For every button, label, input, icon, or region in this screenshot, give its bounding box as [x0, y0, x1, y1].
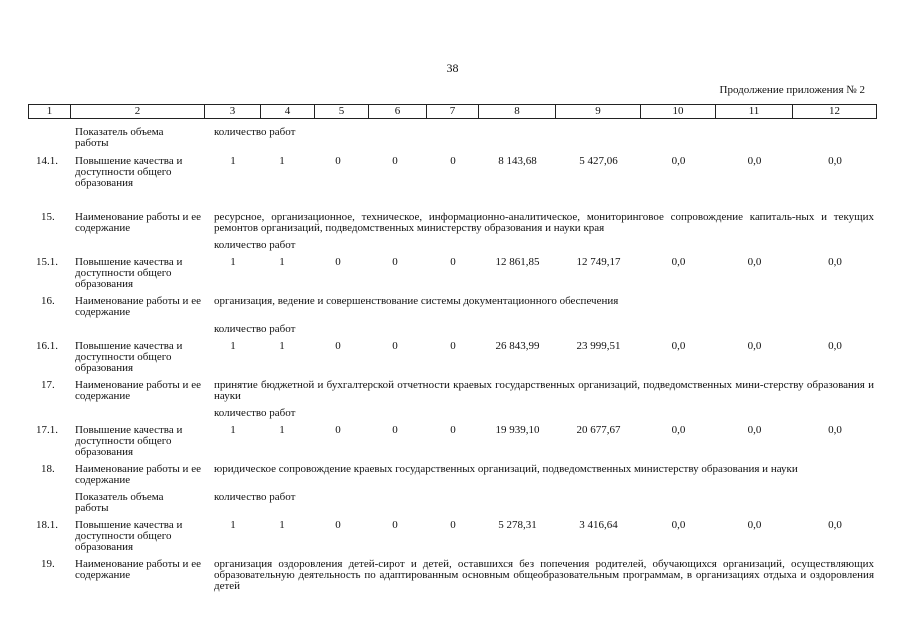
- unit-label: количество работ: [214, 126, 296, 138]
- work-description: организация оздоровления детей-сирот и детей, оставшихся без попечения родителей, обучающихся организаций, осуществляющих образовательную деятельность по адаптированным основным общеобразовательным программам, в организациях отдыха и оздоровления детей: [214, 558, 874, 592]
- indicator-label: Показатель объема работы: [75, 126, 164, 149]
- value-cell: 1: [230, 155, 236, 167]
- value-cell: 0: [450, 340, 456, 352]
- value-cell: 0: [335, 155, 341, 167]
- row-name: Повышение качества и доступности общего образования: [75, 424, 183, 458]
- work-description: принятие бюджетной и бухгалтерской отчетности краевых государственных организаций, подведомственных мини-стерству образования и науки: [214, 379, 874, 402]
- value-cell: 0: [335, 519, 341, 531]
- row-number: 14.1.: [36, 155, 58, 167]
- value-cell: 0: [335, 256, 341, 268]
- row-name: Наименование работы и ее содержание: [75, 295, 201, 318]
- value-cell: 0,0: [828, 340, 842, 352]
- header-col-7: 7: [427, 104, 479, 119]
- value-cell: 0: [392, 424, 398, 436]
- value-cell: 5 427,06: [579, 155, 618, 167]
- value-cell: 1: [279, 340, 285, 352]
- value-cell: 0,0: [747, 256, 762, 268]
- row-number: 18.: [41, 463, 55, 475]
- value-cell: 1: [230, 340, 236, 352]
- row-number: 17.: [41, 379, 55, 391]
- value-cell: 12 749,17: [576, 256, 621, 268]
- row-number: 19.: [41, 558, 55, 570]
- value-cell: 1: [230, 256, 236, 268]
- work-description: ресурсное, организационное, техническое, информационно-аналитическое, мониторинговое сопровождение капиталь-ных и текущих ремонтов организаций, подведомственных министерству образования и науки края: [214, 211, 874, 234]
- value-cell: 0,0: [671, 256, 686, 268]
- value-cell: 0,0: [747, 519, 762, 531]
- row-name: Наименование работы и ее содержание: [75, 379, 201, 402]
- header-col-12: 12: [793, 104, 877, 119]
- value-cell: 3 416,64: [579, 519, 618, 531]
- value-cell: 0,0: [671, 424, 686, 436]
- header-col-4: 4: [261, 104, 315, 119]
- row-name: Повышение качества и доступности общего образования: [75, 340, 183, 374]
- value-cell: 0,0: [828, 256, 842, 268]
- value-cell: 0: [450, 424, 456, 436]
- unit-label: количество работ: [214, 323, 296, 335]
- value-cell: 0,0: [671, 519, 686, 531]
- value-cell: 23 999,51: [576, 340, 621, 352]
- continuation-note: Продолжение приложения № 2: [719, 84, 865, 96]
- row-number: 15.: [41, 211, 55, 223]
- indicator-label: Показатель объема работы: [75, 491, 164, 514]
- value-cell: 0,0: [828, 519, 842, 531]
- value-cell: 5 278,31: [498, 519, 537, 531]
- row-name: Наименование работы и ее содержание: [75, 211, 201, 234]
- unit-label: количество работ: [214, 407, 296, 419]
- row-number: 18.1.: [36, 519, 58, 531]
- unit-label: количество работ: [214, 491, 296, 503]
- value-cell: 1: [279, 424, 285, 436]
- row-name: Наименование работы и ее содержание: [75, 558, 201, 581]
- value-cell: 0,0: [747, 155, 762, 167]
- value-cell: 8 143,68: [498, 155, 537, 167]
- value-cell: 1: [230, 424, 236, 436]
- value-cell: 19 939,10: [495, 424, 540, 436]
- row-number: 17.1.: [36, 424, 58, 436]
- value-cell: 1: [279, 519, 285, 531]
- header-col-10: 10: [641, 104, 716, 119]
- work-description: юридическое сопровождение краевых государственных организаций, подведомственных министерству образования и науки: [214, 463, 798, 475]
- value-cell: 20 677,67: [576, 424, 621, 436]
- value-cell: 0: [392, 256, 398, 268]
- value-cell: 0: [335, 424, 341, 436]
- row-name: Повышение качества и доступности общего образования: [75, 256, 183, 290]
- work-description: организация, ведение и совершенствование системы документационного обеспечения: [214, 295, 619, 307]
- row-name: Повышение качества и доступности общего образования: [75, 155, 183, 189]
- value-cell: 1: [279, 155, 285, 167]
- header-col-3: 3: [205, 104, 261, 119]
- value-cell: 0: [450, 519, 456, 531]
- header-col-6: 6: [369, 104, 427, 119]
- page-number: 38: [446, 61, 459, 75]
- value-cell: 0: [335, 340, 341, 352]
- value-cell: 0,0: [671, 340, 686, 352]
- row-number: 15.1.: [36, 256, 58, 268]
- value-cell: 0,0: [671, 155, 686, 167]
- value-cell: 12 861,85: [495, 256, 540, 268]
- value-cell: 0: [450, 155, 456, 167]
- header-col-2: 2: [71, 104, 205, 119]
- value-cell: 0: [392, 519, 398, 531]
- value-cell: 0: [392, 155, 398, 167]
- value-cell: 0,0: [747, 424, 762, 436]
- row-name: Повышение качества и доступности общего образования: [75, 519, 183, 553]
- header-col-9: 9: [556, 104, 641, 119]
- header-col-11: 11: [716, 104, 793, 119]
- row-name: Наименование работы и ее содержание: [75, 463, 201, 486]
- row-number: 16.: [41, 295, 55, 307]
- value-cell: 26 843,99: [495, 340, 540, 352]
- value-cell: 1: [279, 256, 285, 268]
- row-number: 16.1.: [36, 340, 58, 352]
- header-col-1: 1: [28, 104, 71, 119]
- unit-label: количество работ: [214, 239, 296, 251]
- header-col-8: 8: [479, 104, 556, 119]
- header-col-5: 5: [315, 104, 369, 119]
- value-cell: 0,0: [828, 424, 842, 436]
- value-cell: 1: [230, 519, 236, 531]
- value-cell: 0: [392, 340, 398, 352]
- value-cell: 0: [450, 256, 456, 268]
- value-cell: 0,0: [828, 155, 842, 167]
- value-cell: 0,0: [747, 340, 762, 352]
